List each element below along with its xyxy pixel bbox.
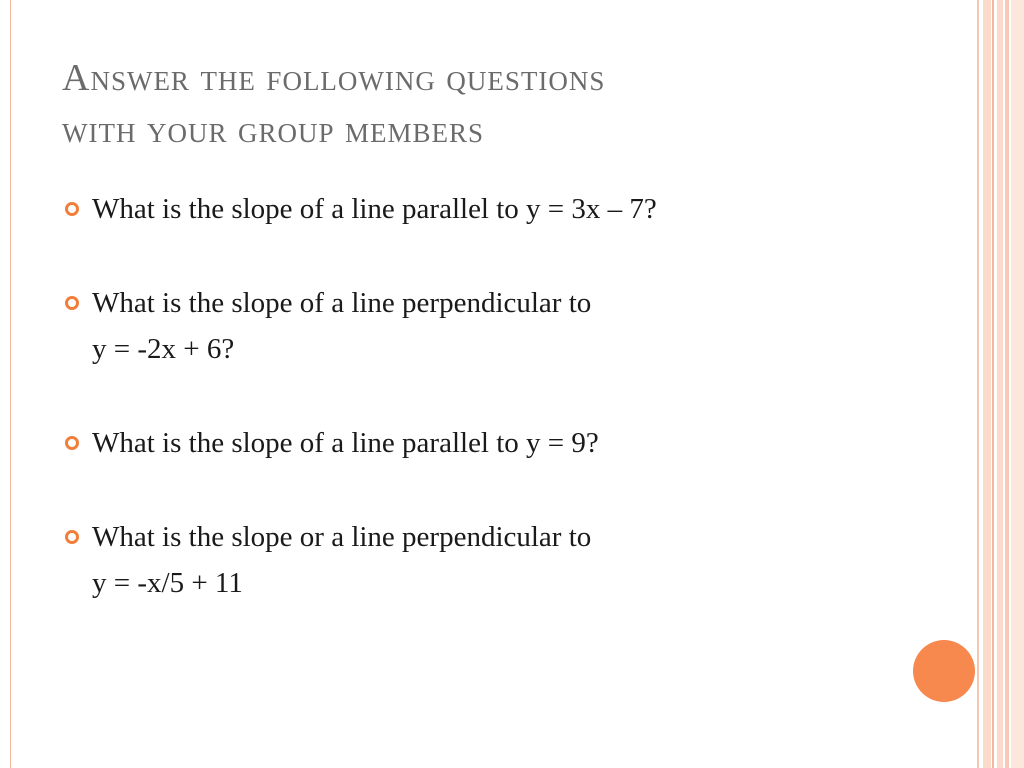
slide-title [62,52,942,156]
ring-bullet-icon [65,296,79,310]
right-decor-stripe [997,0,1003,768]
bullet-item [62,186,952,232]
right-decor-stripe [992,0,994,768]
bullet-text: What is the slope or a line perpendicular to [92,521,592,553]
ring-bullet-icon [65,530,79,544]
bullet-list [62,186,952,654]
ring-bullet-icon [65,436,79,450]
bullet-text: What is the slope of a line perpendicular to [92,287,592,319]
bullet-item [62,514,952,606]
right-decor-stripe [977,0,979,768]
right-decor-stripe [1005,0,1009,768]
bullet-continuation: y = -x/5 + 11 [92,567,243,599]
right-decor-stripe [1011,0,1024,768]
left-border-line [10,0,11,768]
slide-title-line: with your group members [62,109,485,151]
bullet-item [62,420,952,466]
bullet-text: What is the slope of a line parallel to y = 9? [92,427,599,459]
right-decor-stripe [983,0,991,768]
ring-bullet-icon [65,202,79,216]
bullet-continuation: y = -2x + 6? [92,333,235,365]
bullet-text: What is the slope of a line parallel to y = 3x – 7? [92,193,657,225]
orange-circle-icon [913,640,975,702]
slide-title-line: Answer the following questions [62,57,606,99]
bullet-item [62,280,952,372]
